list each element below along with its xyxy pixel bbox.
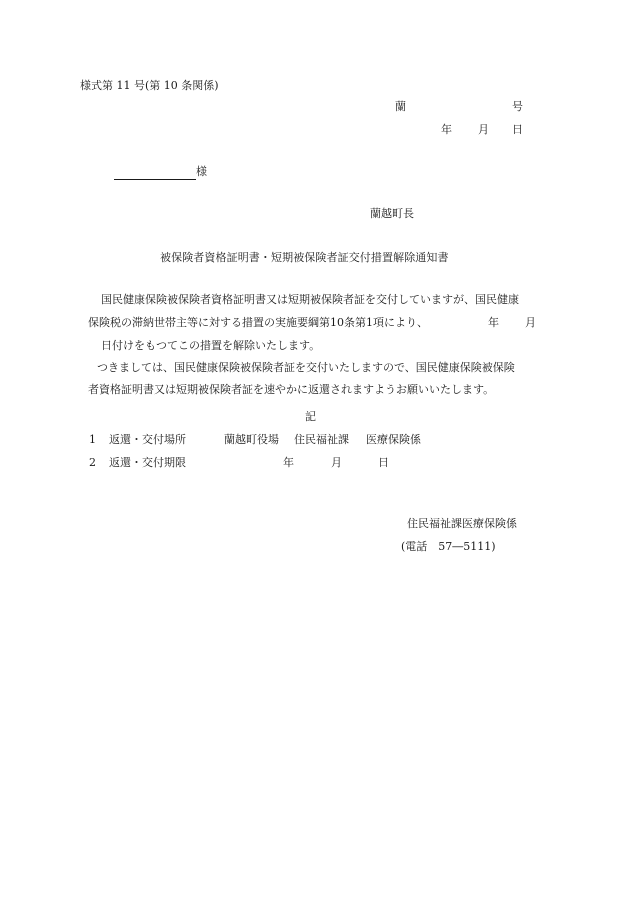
item-office: 蘭越町役場: [224, 433, 279, 446]
item-section: 医療保険係: [366, 433, 421, 446]
body-date-year: 年: [488, 316, 499, 329]
document-number-suffix: 号: [512, 100, 523, 113]
item-division: 住民福祉課: [294, 433, 349, 446]
item-number: 1: [89, 433, 96, 446]
contact-department: 住民福祉課医療保険係: [407, 517, 517, 530]
item-label: 返還・交付場所: [109, 433, 186, 446]
addressee-name-line: [114, 179, 196, 180]
document-number-prefix: 蘭: [395, 100, 406, 113]
issue-date-day: 日: [512, 123, 523, 136]
deadline-day: 日: [378, 456, 389, 469]
body-date-month: 月: [525, 316, 536, 329]
document-title: 被保険者資格証明書・短期被保険者証交付措置解除通知書: [160, 251, 449, 264]
issue-date-year: 年: [441, 123, 452, 136]
item-number: 2: [89, 456, 96, 469]
body-line-3: 日付けをもつてこの措置を解除いたします。: [101, 339, 321, 352]
deadline-year: 年: [283, 456, 294, 469]
contact-phone: (電話 57―5111): [401, 540, 496, 553]
deadline-month: 月: [331, 456, 342, 469]
body-line-4: つきましては、国民健康保険被保険者証を交付いたしますので、国民健康保険被保険: [97, 361, 515, 374]
body-line-1: 国民健康保険被保険者資格証明書又は短期被保険者証を交付していますが、国民健康: [101, 293, 519, 306]
form-label: 様式第 11 号(第 10 条関係): [80, 79, 219, 92]
body-line-2: 保険税の滞納世帯主等に対する措置の実施要綱第10条第1項により、: [88, 316, 428, 329]
item-label: 返還・交付期限: [109, 456, 186, 469]
notation-heading: 記: [305, 410, 316, 423]
addressee-honorific: 様: [196, 165, 207, 178]
issuer-name: 蘭越町長: [370, 207, 414, 220]
issue-date-month: 月: [478, 123, 489, 136]
body-line-5: 者資格証明書又は短期被保険者証を速やかに返還されますようお願いいたします。: [88, 383, 495, 396]
